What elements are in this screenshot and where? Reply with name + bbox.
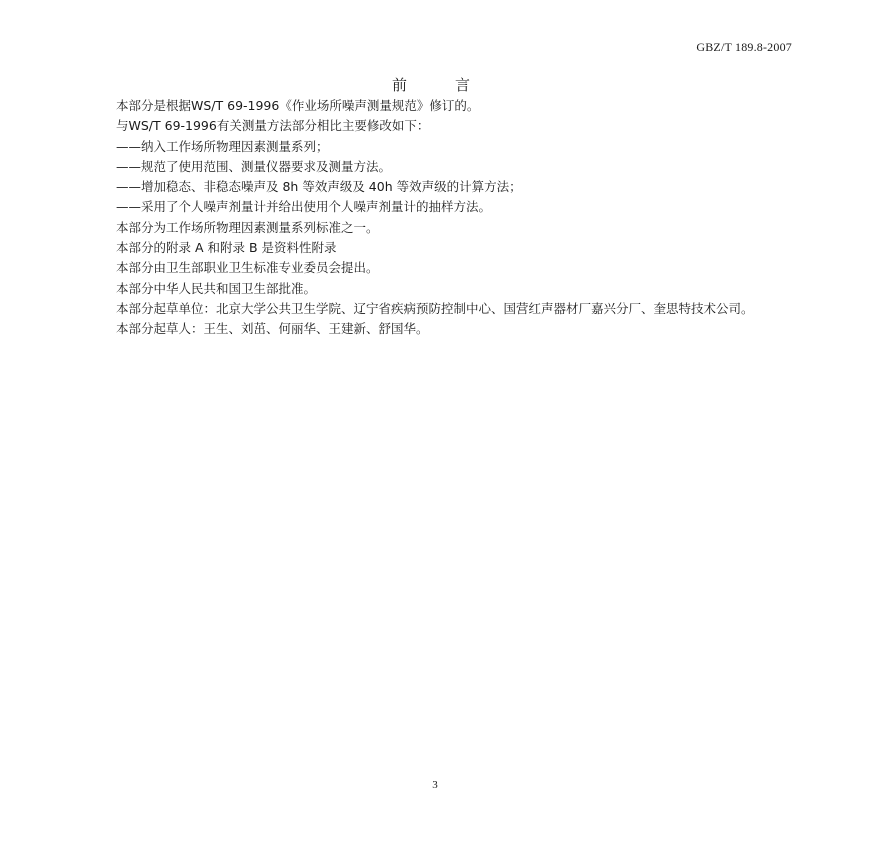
paragraph-changes-intro: 与WS/T 69-1996有关测量方法部分相比主要修改如下： (116, 118, 430, 134)
paragraph-drafting-units: 本部分起草单位：北京大学公共卫生学院、辽宁省疾病预防控制中心、国营红声器材厂嘉兴分厂、奎思特技术公司。 (116, 300, 754, 316)
paragraph-annex-note: 本部分的附录 A 和附录 B 是资料性附录 (116, 240, 337, 256)
standard-code: GBZ/T 189.8-2007 (696, 40, 792, 54)
foreword-body (82, 96, 802, 340)
paragraph-change-2: ——规范了使用范围、测量仪器要求及测量方法。 (116, 158, 392, 174)
paragraph-revision-basis: 本部分是根据WS/T 69-1996《作业场所噪声测量规范》修订的。 (116, 98, 480, 113)
page-title: 前言 (391, 76, 518, 94)
paragraph-change-4: ——采用了个人噪声剂量计并给出使用个人噪声剂量计的抽样方法。 (116, 199, 492, 215)
paragraph-change-3: ——增加稳态、非稳态噪声及 8h 等效声级及 40h 等效声级的计算方法； (116, 179, 522, 195)
paragraph-change-1: ——纳入工作场所物理因素测量系列； (116, 138, 329, 154)
paragraph-proposed-by: 本部分由卫生部职业卫生标准专业委员会提出。 (116, 260, 379, 276)
paragraph-drafters: 本部分起草人：王生、刘茁、何丽华、王建新、舒国华。 (116, 321, 429, 337)
page-number: 3 (432, 779, 438, 791)
paragraph-approved-by: 本部分中华人民共和国卫生部批准。 (116, 280, 317, 296)
paragraph-series-note: 本部分为工作场所物理因素测量系列标准之一。 (116, 219, 379, 235)
